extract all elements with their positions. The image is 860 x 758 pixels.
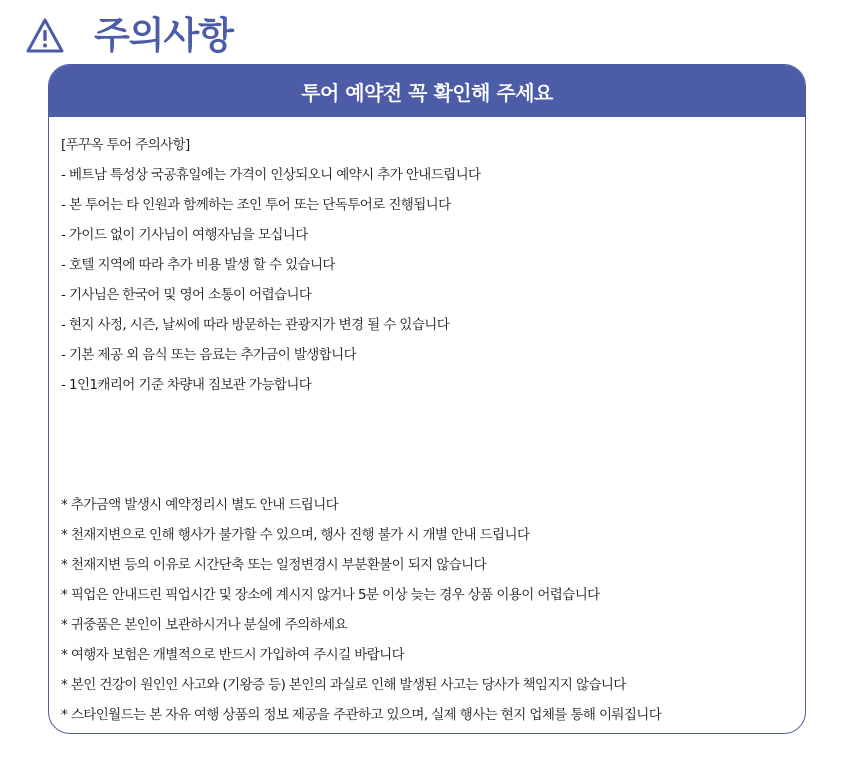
notice-body xyxy=(49,117,805,730)
spacer xyxy=(61,400,805,490)
rule-item: - 본 투어는 타 인원과 함께하는 조인 투어 또는 단독투어로 진행됩니다 xyxy=(61,197,451,213)
title-row xyxy=(24,12,233,60)
warning-triangle-icon xyxy=(24,16,66,56)
page-title: 주의사항 xyxy=(94,14,233,57)
note-item: * 본인 건강이 원인인 사고와 (기왕증 등) 본인의 과실로 인해 발생된 사고는 당사가 책임지지 않습니다 xyxy=(61,677,626,693)
note-item: * 천재지변으로 인해 행사가 불가할 수 있으며, 행사 진행 불가 시 개별 안내 드립니다 xyxy=(61,527,530,543)
rule-item: - 현지 사정, 시즌, 날씨에 따라 방문하는 관광지가 변경 될 수 있습니다 xyxy=(61,317,450,333)
note-item: * 귀중품은 본인이 보관하시거나 분실에 주의하세요 xyxy=(61,617,347,633)
note-item: * 여행자 보험은 개별적으로 반드시 가입하여 주시길 바랍니다 xyxy=(61,647,405,663)
rule-item: - 베트남 특성상 국공휴일에는 가격이 인상되오니 예약시 추가 안내드립니다 xyxy=(61,167,481,183)
note-item: * 스타인월드는 본 자유 여행 상품의 정보 제공을 주관하고 있으며, 실제 행사는 현지 업체를 통해 이뤄집니다 xyxy=(61,707,662,723)
rule-item: - 가이드 없이 기사님이 여행자님을 모십니다 xyxy=(61,227,308,243)
rule-item: - 1인1캐리어 기준 차량내 짐보관 가능합니다 xyxy=(61,377,312,393)
note-item: * 천재지변 등의 이유로 시간단축 또는 일정변경시 부분환불이 되지 않습니다 xyxy=(61,557,487,573)
note-item: * 픽업은 안내드린 픽업시간 및 장소에 계시지 않거나 5분 이상 늦는 경우 상품 이용이 어렵습니다 xyxy=(61,587,600,603)
section-label: [푸꾸옥 투어 주의사항] xyxy=(61,137,190,153)
notice-header: 투어 예약전 꼭 확인해 주세요 xyxy=(49,65,805,117)
note-item: * 추가금액 발생시 예약정리시 별도 안내 드립니다 xyxy=(61,497,339,513)
rule-item: - 기본 제공 외 음식 또는 음료는 추가금이 발생합니다 xyxy=(61,347,357,363)
rule-item: - 호텔 지역에 따라 추가 비용 발생 할 수 있습니다 xyxy=(61,257,335,273)
rule-item: - 기사님은 한국어 및 영어 소통이 어렵습니다 xyxy=(61,287,312,303)
notice-card xyxy=(48,64,806,734)
